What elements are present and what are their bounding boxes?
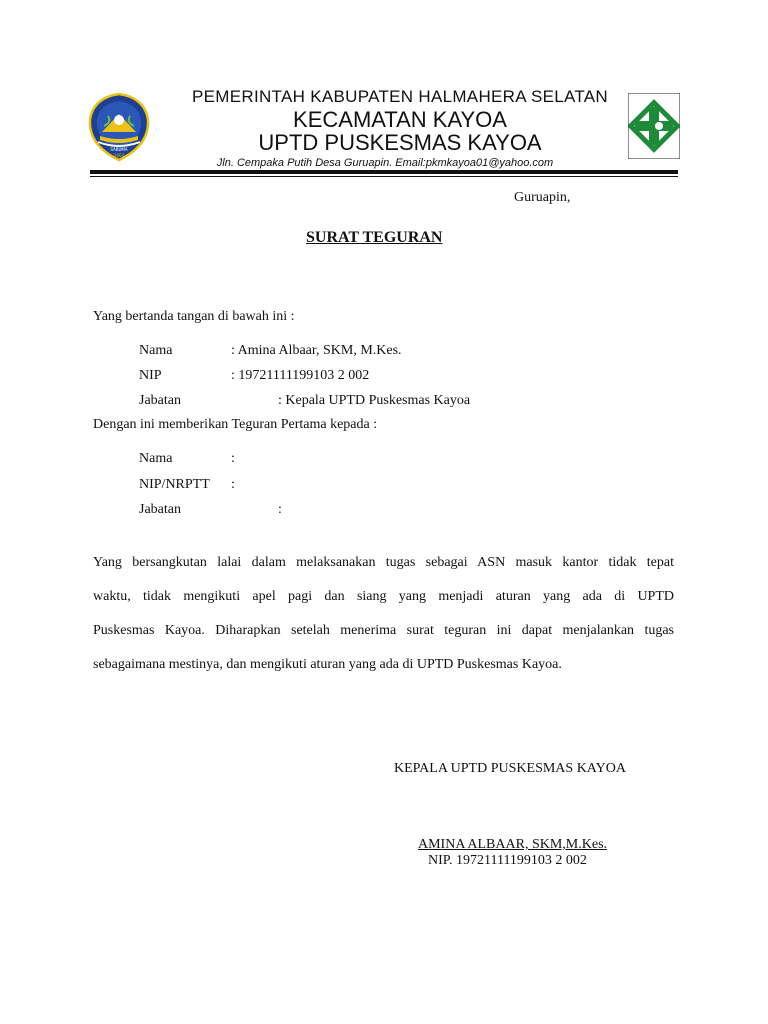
recipient-jabatan-label: Jabatan	[139, 502, 181, 517]
intro-text: Yang bertanda tangan di bawah ini :	[93, 309, 295, 324]
body-line: waktu, tidak mengikuti apel pagi dan siang yang menjadi aturan yang ada di UPTD	[93, 589, 674, 604]
signer-jabatan-value: : Kepala UPTD Puskesmas Kayoa	[278, 393, 471, 408]
recipient-jabatan-value: :	[278, 502, 282, 517]
body-line: sebagaimana mestinya, dan mengikuti aturan yang ada di UPTD Puskesmas Kayoa.	[93, 657, 562, 672]
recipient-nip-value: :	[231, 477, 235, 492]
header-government-line: PEMERINTAH KABUPATEN HALMAHERA SELATAN	[191, 87, 609, 106]
header-address-line: Jln. Cempaka Putih Desa Guruapin. Email:pkmkayoa01@yahoo.com	[216, 157, 554, 169]
body-paragraph	[93, 546, 674, 682]
letterhead-thick-rule	[90, 170, 678, 174]
recipient-nama-label: Nama	[139, 451, 173, 466]
recipient-nama-value: :	[231, 451, 235, 466]
emblem-ribbon-text: SARUMA	[110, 147, 128, 152]
signer-nama-label: Nama	[139, 343, 173, 358]
body-line: Yang bersangkutan lalai dalam melaksanakan tugas sebagai ASN masuk kantor tidak tepat	[93, 555, 674, 570]
intro2-text: Dengan ini memberikan Teguran Pertama kepada :	[93, 417, 378, 432]
header-institution-line: UPTD PUSKESMAS KAYOA	[258, 130, 542, 155]
signature-position: KEPALA UPTD PUSKESMAS KAYOA	[394, 761, 626, 776]
signer-nip-label: NIP	[139, 368, 162, 383]
body-line: Puskesmas Kayoa. Diharapkan setelah menerima surat teguran ini dapat menjalankan tugas	[93, 623, 674, 638]
header-district-line: KECAMATAN KAYOA	[293, 107, 507, 132]
letter-place: Guruapin,	[514, 190, 571, 205]
signer-nama-value: : Amina Albaar, SKM, M.Kes.	[231, 343, 402, 358]
letter-title: SURAT TEGURAN	[306, 229, 443, 246]
recipient-nip-label: NIP/NRPTT	[139, 477, 210, 492]
health-cross-logo-icon	[628, 93, 680, 159]
signature-name: AMINA ALBAAR, SKM,M.Kes.	[418, 837, 608, 852]
signer-jabatan-label: Jabatan	[139, 393, 181, 408]
letterhead-thin-rule	[90, 176, 678, 177]
signer-nip-value: : 19721111199103 2 002	[231, 368, 370, 383]
signature-nip: NIP. 19721111199103 2 002	[428, 853, 587, 868]
emblem-year-text: 2003	[113, 153, 125, 158]
